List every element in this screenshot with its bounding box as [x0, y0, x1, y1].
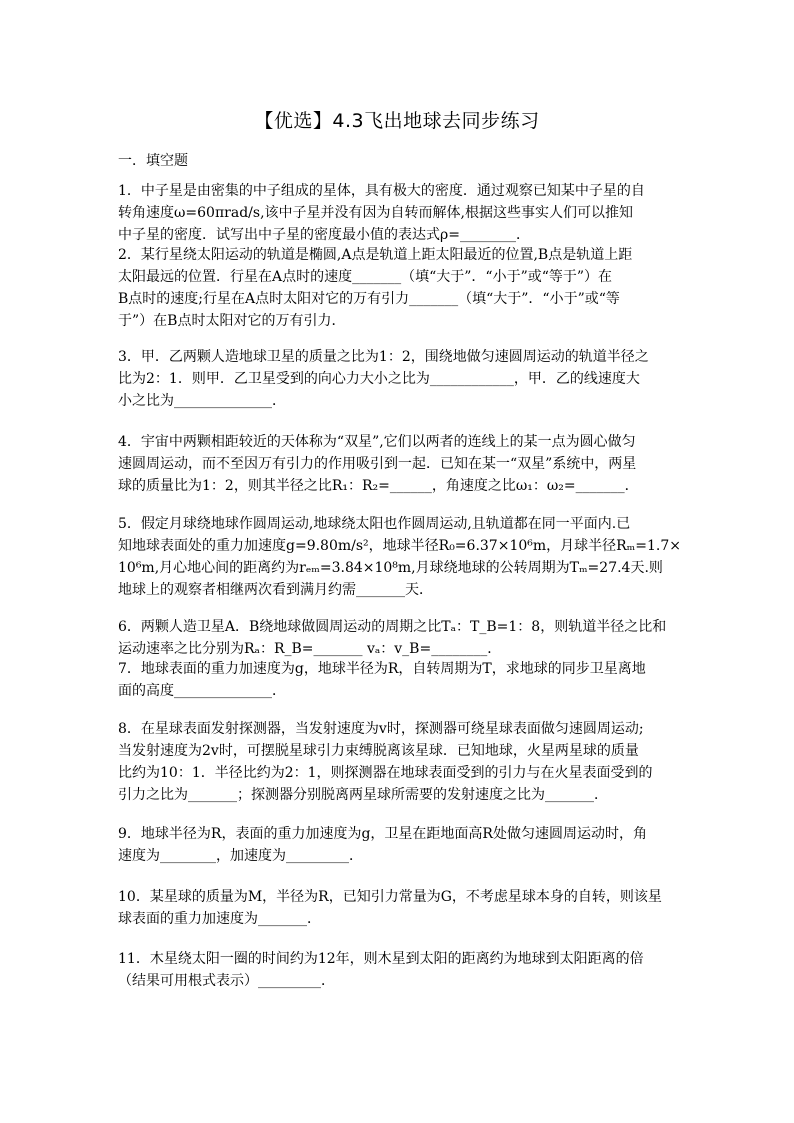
question-3 — [118, 346, 678, 412]
question-4 — [118, 431, 678, 497]
question-line: 2．某行星绕太阳运动的轨道是椭圆,A点是轨道上距太阳最近的位置,B点是轨道上距 — [118, 247, 633, 263]
section-heading: 一．填空题 — [118, 153, 188, 169]
question-line: 球表面的重力加速度为_______． — [118, 911, 321, 927]
question-line: 运动速率之比分别为Rₐ：R_B=_______ vₐ：v_B=________． — [118, 641, 502, 657]
question-line: 面的高度______________． — [118, 683, 286, 699]
page-title: 【优选】4.3飞出地球去同步练习 — [254, 110, 540, 132]
question-line: 中子星的密度．试写出中子星的密度最小值的表达式ρ=________． — [118, 227, 530, 243]
question-2 — [118, 244, 678, 332]
question-line: 1．中子星是由密集的中子组成的星体，具有极大的密度．通过观察已知某中子星的自 — [118, 183, 645, 199]
question-line: 地球上的观察者相继两次看到满月约需_______天． — [118, 582, 433, 598]
question-line: B点时的速度;行星在A点时太阳对它的万有引力_______（填“大于”．“小于”或“等 — [118, 291, 620, 307]
question-line: 11．木星绕太阳一圈的时间约为12年，则木星到太阳的距离约为地球到太阳距离的倍 — [118, 951, 644, 967]
question-line: 10⁶m,月心地心间的距离约为rₑₘ=3.84×10⁸m,月球绕地球的公转周期为Tₘ=27.4天.则 — [118, 560, 663, 576]
question-line: 知地球表面处的重力加速度g=9.80m/s²，地球半径R₀=6.37×10⁶m，月球半径Rₘ=1.7× — [118, 538, 681, 554]
question-line: 8．在星球表面发射探测器，当发射速度为v时，探测器可绕星球表面做匀速圆周运动; — [118, 721, 644, 737]
question-line: 太阳最远的位置．行星在A点时的速度_______（填“大于”．“小于”或“等于”）在 — [118, 269, 613, 285]
question-line: 7．地球表面的重力加速度为g，地球半径为R，自转周期为T，求地球的同步卫星离地 — [118, 661, 646, 677]
question-6 — [118, 616, 678, 660]
question-line: 比为2：1．则甲．乙卫星受到的向心力大小之比为____________，甲．乙的线速度大 — [118, 371, 640, 387]
question-line: 4．宇宙中两颗相距较近的天体称为“双星”,它们以两者的连线上的某一点为圆心做匀 — [118, 434, 636, 450]
question-line: 转角速度ω=60πrad/s,该中子星并没有因为自转而解体,根据这些事实人们可以推知 — [118, 205, 633, 221]
question-line: 6．两颗人造卫星A．B绕地球做圆周运动的周期之比Tₐ：T_B=1：8，则轨道半径之比和 — [118, 619, 667, 635]
question-line: 引力之比为_______；探测器分别脱离两星球所需要的发射速度之比为_______． — [118, 787, 608, 803]
question-10 — [118, 886, 678, 930]
question-line: （结果可用根式表示）_________． — [118, 973, 335, 989]
question-line: 于”）在B点时太阳对它的万有引力． — [118, 313, 346, 329]
question-line: 球的质量比为1：2，则其半径之比R₁：R₂=______，角速度之比ω₁：ω₂=_______． — [118, 478, 639, 494]
question-line: 速圆周运动，而不至因万有引力的作用吸引到一起．已知在某一“双星”系统中，两星 — [118, 456, 637, 472]
question-11 — [118, 948, 678, 992]
question-line: 9．地球半径为R，表面的重力加速度为g，卫星在距地面高R处做匀速圆周运动时，角 — [118, 826, 647, 842]
question-line: 3．甲．乙两颗人造地球卫星的质量之比为1：2，围绕地做匀速圆周运动的轨道半径之 — [118, 349, 649, 365]
question-line: 当发射速度为2v时，可摆脱星球引力束缚脱离该星球．已知地球，火星两星球的质量 — [118, 743, 639, 759]
question-line: 速度为________，加速度为_________． — [118, 848, 363, 864]
question-line: 10．某星球的质量为M，半径为R，已知引力常量为G，不考虑星球本身的自转，则该星 — [118, 889, 662, 905]
question-line: 比约为10：1．半径比约为2：1，则探测器在地球表面受到的引力与在火星表面受到的 — [118, 765, 653, 781]
question-9 — [118, 823, 678, 867]
question-line: 小之比为______________． — [118, 393, 286, 409]
question-5 — [118, 513, 681, 601]
question-8 — [118, 718, 678, 806]
question-line: 5．假定月球绕地球作圆周运动,地球绕太阳也作圆周运动,且轨道都在同一平面内.已 — [118, 516, 631, 532]
question-7 — [118, 658, 678, 702]
question-1 — [118, 180, 678, 246]
